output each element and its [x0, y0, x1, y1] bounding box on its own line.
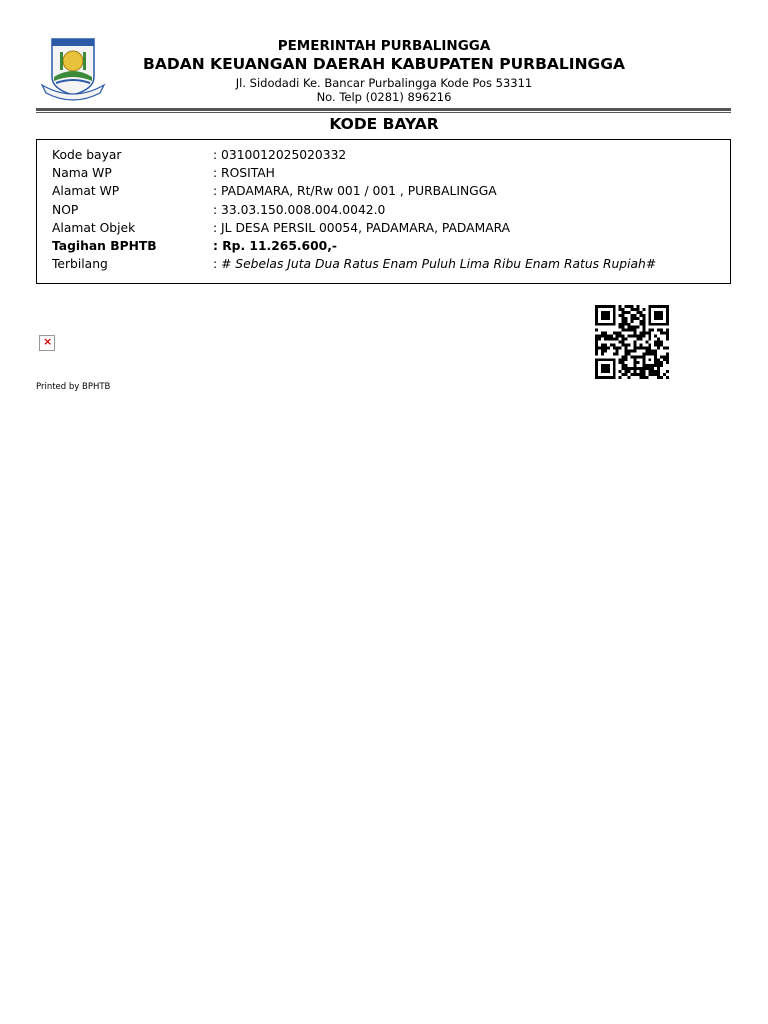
detail-row-tagihan-bphtb [52, 239, 722, 257]
detail-label: NOP [52, 203, 79, 217]
detail-value: : 33.03.150.008.004.0042.0 [213, 203, 386, 217]
header-rule-thin [36, 112, 731, 113]
detail-value: : PADAMARA, Rt/Rw 001 / 001 , PURBALINGGA [213, 184, 497, 198]
detail-value: : JL DESA PERSIL 00054, PADAMARA, PADAMARA [213, 221, 511, 235]
detail-row-alamat-objek [52, 221, 722, 239]
detail-value: : ROSITAH [213, 166, 275, 180]
detail-row-nama-wp [52, 166, 722, 184]
detail-label: Nama WP [52, 166, 112, 180]
document-title: KODE BAYAR [329, 115, 439, 133]
detail-row-terbilang [52, 257, 722, 275]
detail-value-prefix: : [213, 257, 222, 271]
agency-name: BADAN KEUANGAN DAERAH KABUPATEN PURBALINGGA [143, 55, 625, 73]
detail-label: Alamat WP [52, 184, 120, 198]
detail-value-wrapper [213, 257, 656, 271]
detail-label: Tagihan BPHTB [52, 239, 157, 253]
detail-row-alamat-wp [52, 184, 722, 202]
detail-value: : 0310012025020332 [213, 148, 347, 162]
detail-label: Terbilang [52, 257, 108, 271]
detail-row-nop [52, 203, 722, 221]
detail-label: Alamat Objek [52, 221, 136, 235]
broken-image-icon: × [39, 335, 55, 351]
detail-value: # Sebelas Juta Dua Ratus Enam Puluh Lima Ribu Enam Ratus Rupiah# [221, 257, 657, 271]
header-rule-thick [36, 108, 731, 111]
detail-label: Kode bayar [52, 148, 122, 162]
qr-code [593, 305, 671, 379]
agency-address: Jl. Sidodadi Ke. Bancar Purbalingga Kode Pos 53311 [235, 76, 533, 90]
detail-row-kode-bayar [52, 148, 722, 166]
agency-phone: No. Telp (0281) 896216 [316, 90, 452, 104]
government-name: PEMERINTAH PURBALINGGA [277, 38, 491, 54]
payment-details-box [36, 139, 731, 284]
detail-value: : Rp. 11.265.600,- [213, 239, 337, 253]
printed-by-footer: Printed by BPHTB [36, 382, 111, 392]
